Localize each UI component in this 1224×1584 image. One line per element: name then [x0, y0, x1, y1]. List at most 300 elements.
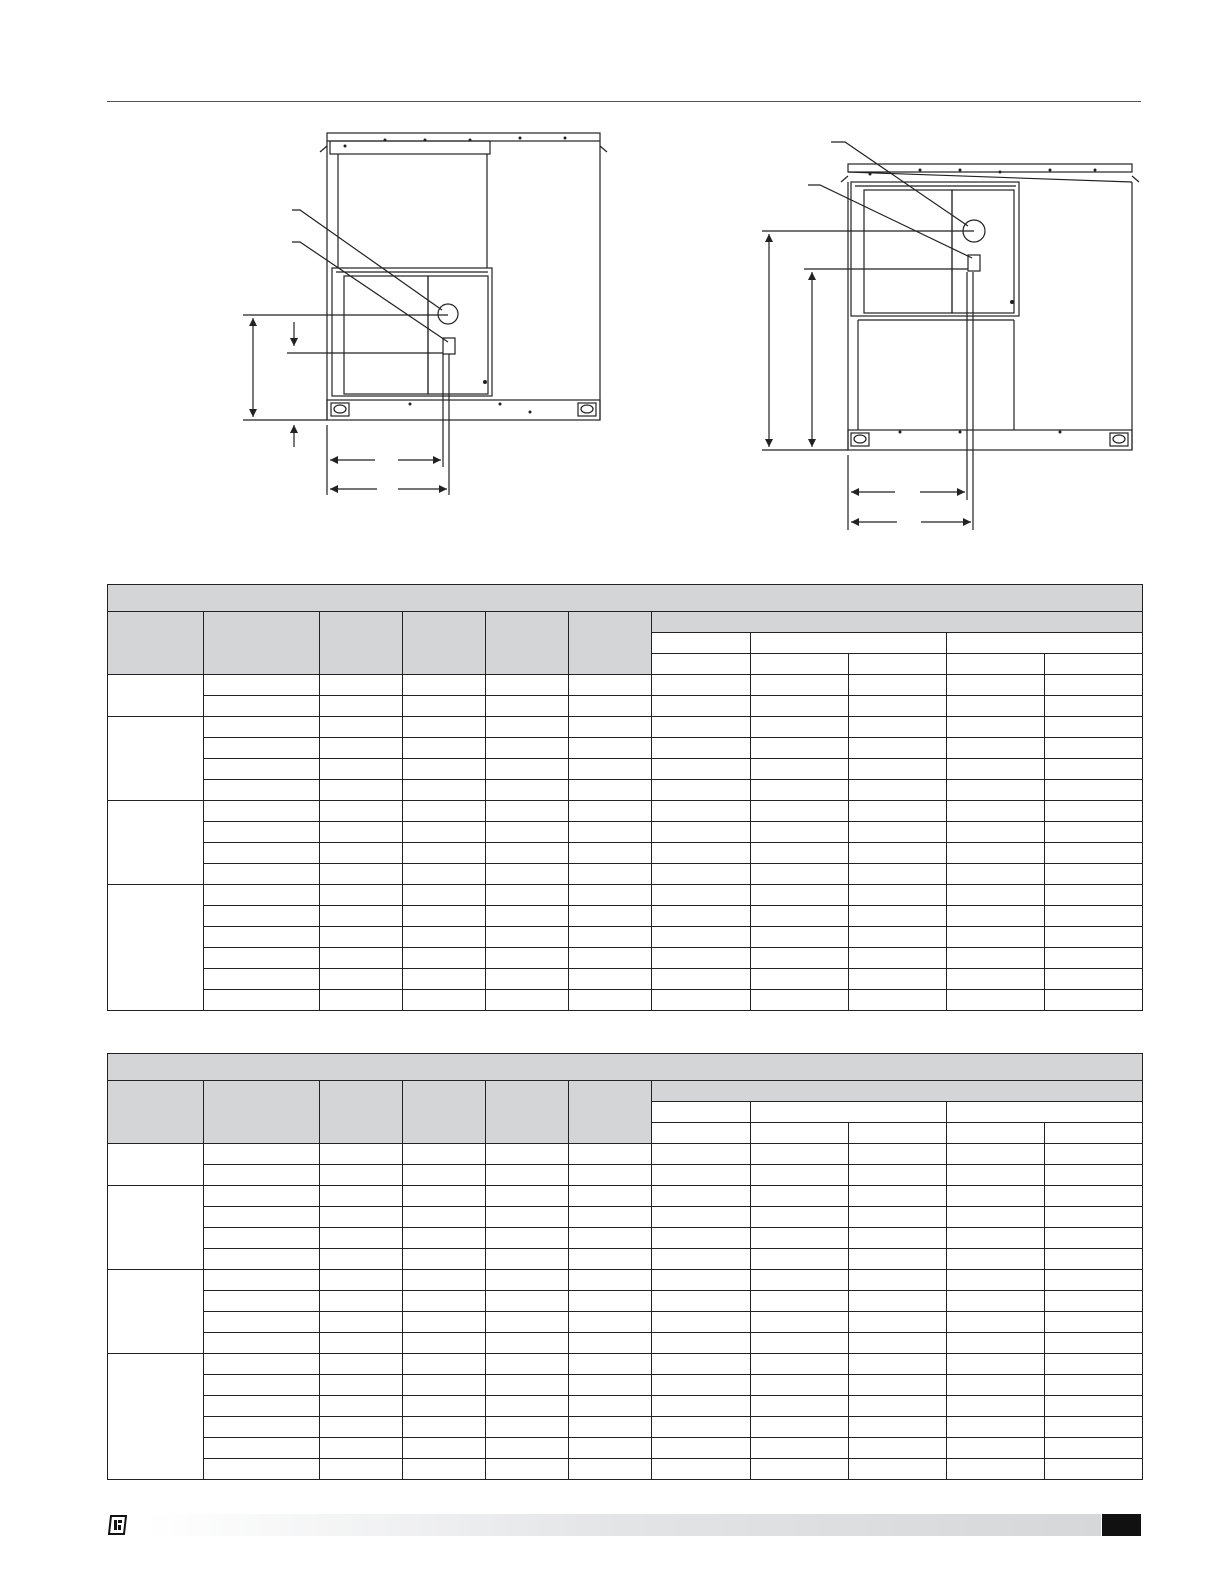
table-cell	[403, 1438, 486, 1459]
table-cell	[652, 1354, 750, 1375]
table-cell	[946, 717, 1044, 738]
table-cell	[848, 948, 946, 969]
table-cell	[569, 717, 652, 738]
column-header	[569, 612, 652, 675]
table-cell	[946, 801, 1044, 822]
table-cell	[320, 1312, 403, 1333]
table-row	[108, 1165, 1143, 1186]
table-cell	[848, 1186, 946, 1207]
table-cell	[946, 696, 1044, 717]
table-cell	[204, 1165, 320, 1186]
table-cell	[848, 1165, 946, 1186]
table-body	[108, 675, 1143, 1011]
table-cell	[108, 1354, 204, 1480]
table-row	[108, 948, 1143, 969]
table-row	[108, 675, 1143, 696]
table-cell	[320, 1207, 403, 1228]
table-cell	[403, 780, 486, 801]
table-cell	[946, 1228, 1044, 1249]
table-cell	[848, 1249, 946, 1270]
table-cell	[403, 948, 486, 969]
table-cell	[652, 906, 750, 927]
table-cell	[946, 990, 1044, 1011]
table-cell	[403, 801, 486, 822]
table-cell	[750, 1249, 848, 1270]
table-cell	[403, 759, 486, 780]
table-cell	[486, 1396, 569, 1417]
table-cell	[204, 990, 320, 1011]
table-cell	[946, 969, 1044, 990]
table-cell	[569, 801, 652, 822]
table-cell	[569, 990, 652, 1011]
table-cell	[750, 1459, 848, 1480]
table-cell	[750, 801, 848, 822]
top-rule	[107, 101, 1141, 102]
table-row	[108, 1459, 1143, 1480]
table-cell	[320, 843, 403, 864]
table-cell	[652, 1228, 750, 1249]
table-cell	[750, 969, 848, 990]
table-cell	[750, 1354, 848, 1375]
table-cell	[486, 864, 569, 885]
table-cell	[204, 696, 320, 717]
table-cell	[750, 1312, 848, 1333]
page-number-tab	[1102, 1514, 1141, 1536]
pipe-connection-circle	[438, 304, 458, 324]
table-cell	[569, 1228, 652, 1249]
table-cell	[946, 1270, 1044, 1291]
sub-header	[750, 633, 946, 654]
table-cell	[403, 927, 486, 948]
table-cell	[569, 738, 652, 759]
table-cell	[848, 906, 946, 927]
table-cell	[848, 1459, 946, 1480]
table-cell	[946, 1207, 1044, 1228]
column-header	[403, 1081, 486, 1144]
table-cell	[652, 864, 750, 885]
table-cell	[1044, 843, 1142, 864]
table-cell	[848, 990, 946, 1011]
table-cell	[1044, 1144, 1142, 1165]
table-cell	[204, 1333, 320, 1354]
table-cell	[569, 969, 652, 990]
upper-spec-table	[107, 584, 1143, 1011]
table-cell	[320, 1459, 403, 1480]
table-cell	[750, 1186, 848, 1207]
table-cell	[848, 1354, 946, 1375]
table-cell	[403, 1165, 486, 1186]
table-cell	[486, 1312, 569, 1333]
table-row	[108, 1312, 1143, 1333]
table-cell	[320, 717, 403, 738]
table-cell	[946, 864, 1044, 885]
top-frame-rail	[848, 164, 1132, 172]
table-cell	[403, 1312, 486, 1333]
manufacturer-logo-icon	[108, 1515, 127, 1535]
table-cell	[486, 1207, 569, 1228]
table-cell	[1044, 1417, 1142, 1438]
table-cell	[204, 1354, 320, 1375]
sub-header	[848, 1123, 946, 1144]
table-cell	[652, 1165, 750, 1186]
table-cell	[486, 738, 569, 759]
table-row	[108, 759, 1143, 780]
table-cell	[652, 1207, 750, 1228]
table-cell	[486, 780, 569, 801]
table-cell	[403, 1375, 486, 1396]
table-cell	[1044, 906, 1142, 927]
table-cell	[750, 675, 848, 696]
table-cell	[204, 675, 320, 696]
table-cell	[569, 1270, 652, 1291]
table-cell	[1044, 1312, 1142, 1333]
table-cell	[486, 1375, 569, 1396]
table-cell	[652, 1312, 750, 1333]
table-cell	[403, 717, 486, 738]
table-cell	[946, 822, 1044, 843]
table-cell	[320, 759, 403, 780]
table-cell	[848, 885, 946, 906]
table-cell	[204, 1270, 320, 1291]
table-cell	[1044, 1354, 1142, 1375]
table-cell	[652, 801, 750, 822]
table-cell	[750, 990, 848, 1011]
table-title	[108, 585, 1143, 612]
table-cell	[403, 1207, 486, 1228]
table-cell	[569, 1396, 652, 1417]
table-cell	[403, 864, 486, 885]
table-cell	[1044, 864, 1142, 885]
table-cell	[320, 801, 403, 822]
table-cell	[486, 948, 569, 969]
table-row	[108, 696, 1143, 717]
table-cell	[204, 864, 320, 885]
table-cell	[320, 1291, 403, 1312]
table-row	[108, 1270, 1143, 1291]
table-cell	[320, 1333, 403, 1354]
table-cell	[486, 1333, 569, 1354]
table-body	[108, 1144, 1143, 1480]
table-cell	[403, 696, 486, 717]
table-cell	[403, 1459, 486, 1480]
table-cell	[652, 969, 750, 990]
table-cell	[569, 1165, 652, 1186]
table-cell	[569, 1375, 652, 1396]
column-group-header	[652, 612, 1143, 633]
table-row	[108, 801, 1143, 822]
table-cell	[1044, 717, 1142, 738]
table-cell	[652, 843, 750, 864]
table-cell	[1044, 780, 1142, 801]
table-cell	[204, 1312, 320, 1333]
table-cell	[486, 885, 569, 906]
table-cell	[204, 906, 320, 927]
sub-header	[750, 1102, 946, 1123]
column-header	[204, 612, 320, 675]
table-cell	[320, 906, 403, 927]
sub-header	[946, 1123, 1044, 1144]
table-cell	[204, 780, 320, 801]
table-cell	[108, 717, 204, 801]
table-row	[108, 1228, 1143, 1249]
table-cell	[652, 885, 750, 906]
sub-header	[946, 654, 1044, 675]
table-cell	[486, 1270, 569, 1291]
table-cell	[652, 675, 750, 696]
sub-header	[1044, 1123, 1142, 1144]
table-cell	[750, 1207, 848, 1228]
table-cell	[946, 906, 1044, 927]
table-cell	[204, 1144, 320, 1165]
table-cell	[204, 1249, 320, 1270]
table-cell	[204, 738, 320, 759]
table-cell	[652, 948, 750, 969]
table-cell	[486, 822, 569, 843]
table-cell	[486, 990, 569, 1011]
table-cell	[750, 1333, 848, 1354]
table-cell	[652, 822, 750, 843]
table-cell	[569, 1459, 652, 1480]
top-frame-rail	[327, 133, 600, 141]
table-cell	[1044, 1186, 1142, 1207]
table-cell	[1044, 1438, 1142, 1459]
table-cell	[569, 1249, 652, 1270]
table-cell	[569, 1354, 652, 1375]
table-cell	[652, 780, 750, 801]
table-cell	[1044, 1270, 1142, 1291]
table-cell	[569, 864, 652, 885]
table-cell	[486, 675, 569, 696]
table-cell	[320, 1375, 403, 1396]
table-cell	[946, 1291, 1044, 1312]
table-cell	[320, 1144, 403, 1165]
table-cell	[848, 780, 946, 801]
table-cell	[486, 1165, 569, 1186]
table-cell	[108, 675, 204, 717]
table-cell	[569, 906, 652, 927]
sub-header	[946, 633, 1142, 654]
table-cell	[1044, 1396, 1142, 1417]
table-cell	[320, 780, 403, 801]
table-cell	[320, 927, 403, 948]
table-cell	[204, 1207, 320, 1228]
table-row	[108, 969, 1143, 990]
table-cell	[652, 1186, 750, 1207]
table-cell	[204, 1186, 320, 1207]
table-cell	[848, 1228, 946, 1249]
table-cell	[848, 759, 946, 780]
table-cell	[652, 1396, 750, 1417]
table-cell	[946, 927, 1044, 948]
table-cell	[569, 696, 652, 717]
table-cell	[750, 1438, 848, 1459]
table-cell	[848, 927, 946, 948]
table-cell	[750, 1165, 848, 1186]
table-cell	[204, 927, 320, 948]
table-cell	[320, 990, 403, 1011]
table-cell	[750, 1417, 848, 1438]
table-cell	[1044, 1375, 1142, 1396]
table-cell	[486, 1228, 569, 1249]
table-cell	[486, 801, 569, 822]
table-cell	[652, 1333, 750, 1354]
lower-spec-table	[107, 1053, 1143, 1480]
table-row	[108, 990, 1143, 1011]
table-cell	[486, 1417, 569, 1438]
table-cell	[204, 1396, 320, 1417]
table-cell	[1044, 990, 1142, 1011]
sub-header	[652, 654, 750, 675]
left-unit-elevation-drawing	[230, 120, 630, 510]
table-cell	[569, 1333, 652, 1354]
table-cell	[204, 1228, 320, 1249]
table-cell	[204, 1375, 320, 1396]
table-cell	[750, 1396, 848, 1417]
table-cell	[569, 948, 652, 969]
table-row	[108, 738, 1143, 759]
table-cell	[486, 1249, 569, 1270]
table-cell	[569, 1144, 652, 1165]
table-cell	[486, 1291, 569, 1312]
table-cell	[652, 990, 750, 1011]
table-cell	[1044, 1291, 1142, 1312]
table-cell	[848, 1270, 946, 1291]
table-cell	[750, 1291, 848, 1312]
table-cell	[848, 864, 946, 885]
table-cell	[486, 843, 569, 864]
table-row	[108, 1207, 1143, 1228]
table-cell	[320, 864, 403, 885]
table-cell	[486, 906, 569, 927]
table-cell	[108, 1144, 204, 1186]
table-cell	[848, 1312, 946, 1333]
table-cell	[320, 738, 403, 759]
table-row	[108, 885, 1143, 906]
table-cell	[1044, 885, 1142, 906]
table-row	[108, 822, 1143, 843]
table-cell	[486, 696, 569, 717]
table-cell	[750, 822, 848, 843]
table-cell	[750, 1270, 848, 1291]
table-cell	[320, 1228, 403, 1249]
table-cell	[750, 738, 848, 759]
table-cell	[320, 1249, 403, 1270]
sub-header	[946, 1102, 1142, 1123]
table-cell	[569, 675, 652, 696]
table-row	[108, 1417, 1143, 1438]
table-cell	[750, 1144, 848, 1165]
table-cell	[569, 822, 652, 843]
table-cell	[652, 1291, 750, 1312]
table-cell	[569, 843, 652, 864]
sub-header	[750, 654, 848, 675]
table-cell	[750, 906, 848, 927]
column-header	[320, 1081, 403, 1144]
column-header	[320, 612, 403, 675]
sub-header	[652, 1123, 750, 1144]
table-cell	[403, 675, 486, 696]
table-cell	[403, 1291, 486, 1312]
table-cell	[1044, 675, 1142, 696]
table-cell	[403, 1396, 486, 1417]
table-cell	[652, 1270, 750, 1291]
table-cell	[750, 780, 848, 801]
table-cell	[946, 675, 1044, 696]
table-cell	[848, 675, 946, 696]
column-group-header	[652, 1081, 1143, 1102]
table-cell	[1044, 738, 1142, 759]
table-cell	[652, 1144, 750, 1165]
table-cell	[848, 717, 946, 738]
table-cell	[486, 969, 569, 990]
table-cell	[848, 969, 946, 990]
table-cell	[848, 801, 946, 822]
table-cell	[652, 1417, 750, 1438]
table-cell	[108, 1186, 204, 1270]
table-cell	[848, 696, 946, 717]
table-cell	[750, 717, 848, 738]
sub-header	[652, 1102, 750, 1123]
table-cell	[1044, 822, 1142, 843]
table-cell	[848, 1207, 946, 1228]
table-row	[108, 1375, 1143, 1396]
column-header	[204, 1081, 320, 1144]
table-cell	[848, 1375, 946, 1396]
table-cell	[750, 759, 848, 780]
table-cell	[486, 1354, 569, 1375]
table-cell	[320, 1354, 403, 1375]
table-cell	[652, 1459, 750, 1480]
table-cell	[652, 759, 750, 780]
table-cell	[403, 843, 486, 864]
table-cell	[320, 1270, 403, 1291]
table-cell	[204, 801, 320, 822]
table-cell	[108, 1270, 204, 1354]
table-cell	[403, 969, 486, 990]
table-cell	[848, 843, 946, 864]
table-row	[108, 1333, 1143, 1354]
table-cell	[946, 1165, 1044, 1186]
table-cell	[946, 885, 1044, 906]
table-cell	[848, 1333, 946, 1354]
table-cell	[1044, 696, 1142, 717]
table-cell	[652, 927, 750, 948]
table-cell	[946, 1396, 1044, 1417]
access-panel-frame	[332, 268, 492, 396]
table-row	[108, 1291, 1143, 1312]
table-cell	[569, 1312, 652, 1333]
table-row	[108, 1186, 1143, 1207]
table-cell	[1044, 1228, 1142, 1249]
table-cell	[320, 675, 403, 696]
table-cell	[946, 843, 1044, 864]
table-cell	[403, 822, 486, 843]
table-cell	[1044, 927, 1142, 948]
table-cell	[569, 780, 652, 801]
table-cell	[569, 759, 652, 780]
table-row	[108, 1396, 1143, 1417]
table-cell	[320, 969, 403, 990]
table-cell	[320, 696, 403, 717]
table-cell	[1044, 1459, 1142, 1480]
table-cell	[486, 1144, 569, 1165]
table-cell	[403, 1144, 486, 1165]
table-cell	[750, 696, 848, 717]
table-cell	[652, 696, 750, 717]
table-cell	[486, 927, 569, 948]
table-cell	[946, 1459, 1044, 1480]
table-cell	[569, 927, 652, 948]
